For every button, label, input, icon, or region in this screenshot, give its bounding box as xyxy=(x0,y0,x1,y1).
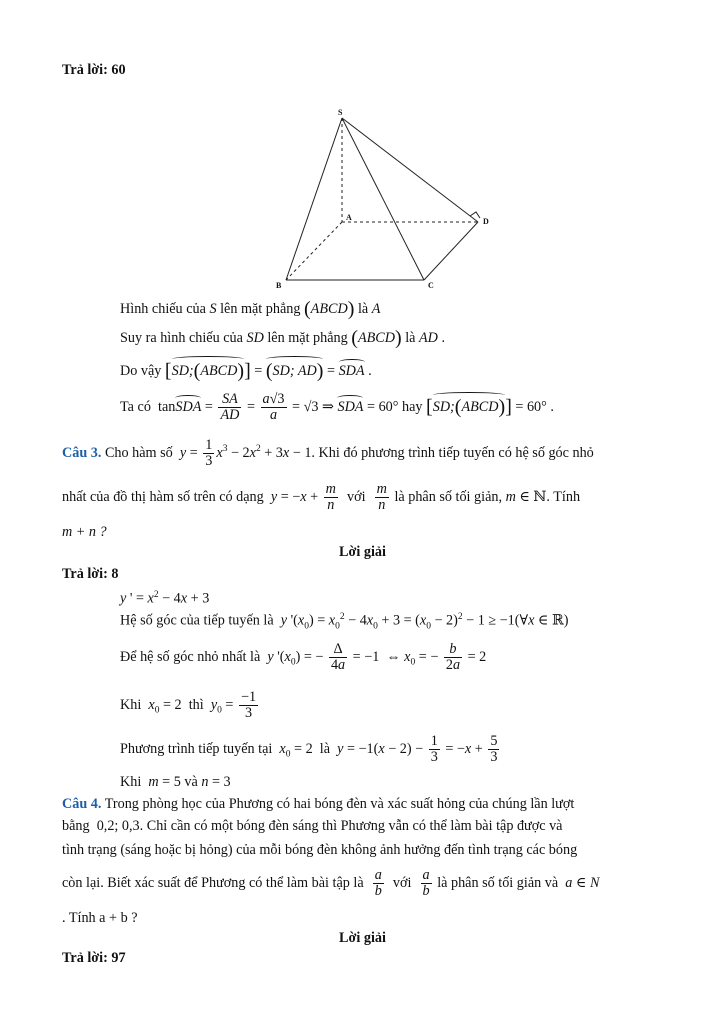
q4-line3: tình trạng (sáng hoặc bị hỏng) của mỗi bóng đèn không ảnh hưởng đến tình trạng các bóng xyxy=(62,842,578,858)
sol2-line4: Ta có tanSDA = $\frac{SA}{AD}$ = $\frac{a√3}{a}$ = √3 ⇒ SDA = 60° hay [SD;(ABCD)] = 60° . xyxy=(120,391,554,423)
sol3-line1: y ' = $x^2 - 4x + 3$ xyxy=(120,590,210,607)
edge-sd xyxy=(342,118,478,222)
q4-line5: . Tính a + b ? xyxy=(62,910,138,926)
q4-line4: còn lại. Biết xác suất để Phương có thể làm bài tập là $\frac{a}{b}$ với $\frac{a}{b}$ là phân số tối giản và a ∈ N xyxy=(62,867,600,899)
q4-line1: Câu 4. Trong phòng học của Phương có hai bóng đèn và xác suất hỏng của chúng lần lượt xyxy=(62,796,575,812)
pyramid-figure xyxy=(270,104,500,294)
label-s: S xyxy=(338,108,343,117)
sol3-line3: Để hệ số góc nhỏ nhất là y '$(x_0)$ = − $\frac{\Delta}{4a}$ = −1 ⇔ $x_0$ = − $\frac{b}{2a}$ = 2 xyxy=(120,641,487,673)
edge-sb xyxy=(286,118,342,280)
sol2-line2: Suy ra hình chiếu của SD lên mặt phẳng (ABCD) là AD . xyxy=(120,327,446,349)
edge-ab xyxy=(286,222,342,280)
q3-line3: m + n ? xyxy=(62,524,107,540)
edge-sc xyxy=(342,118,424,280)
loi-giai-2: Lời giải xyxy=(339,930,386,946)
sol2-line1: Hình chiếu của S lên mặt phẳng (ABCD) là A xyxy=(120,298,381,320)
q4-line2: bằng 0,2; 0,3. Chỉ cần có một bóng đèn sáng thì Phương vẫn có thể làm bài tập được và xyxy=(62,818,563,834)
q3-line1: Câu 3. Cho hàm số y = $\frac{1}{3}$ $x^3 - 2x^2 + 3x - 1$. Khi đó phương trình tiếp tuyến có hệ số góc nhỏ xyxy=(62,437,594,469)
answer-4: Trả lời: 97 xyxy=(62,950,126,966)
label-b: B xyxy=(276,281,282,290)
q3-line2: nhất của đồ thị hàm số trên có dạng y = −x + $\frac{m}{n}$ với $\frac{m}{n}$ là phân số tối giản, m ∈ ℕ. Tính xyxy=(62,481,581,513)
loi-giai-1: Lời giải xyxy=(339,544,386,560)
label-d: D xyxy=(483,217,489,226)
sol3-line6: Khi m = 5 và n = 3 xyxy=(120,774,231,790)
q4-label: Câu 4. xyxy=(62,796,102,812)
label-c: C xyxy=(428,281,434,290)
answer-3: Trả lời: 8 xyxy=(62,566,119,582)
answer-1: Trả lời: 60 xyxy=(62,62,126,78)
label-a: A xyxy=(346,213,352,222)
sol2-line3: Do vậy [SD;(ABCD)] = (SD; AD) = SDA . xyxy=(120,360,372,382)
q3-label: Câu 3. xyxy=(62,444,102,461)
sol3-line4: Khi $x_0 = 2$ thì $y_0$ = $\frac{-1}{3}$ xyxy=(120,689,257,721)
edge-cd xyxy=(424,222,478,280)
sol3-line2: Hệ số góc của tiếp tuyến là y '$(x_0) = x_0^2 - 4x_0 + 3 = (x_0 - 2)^2 - 1$ ≥ −1(∀x ∈ ℝ) xyxy=(120,612,569,632)
sol3-line5: Phương trình tiếp tuyến tại $x_0 = 2$ là y = −1(x − 2) − $\frac{1}{3}$ = −x + $\frac{5}{3}$ xyxy=(120,733,498,765)
